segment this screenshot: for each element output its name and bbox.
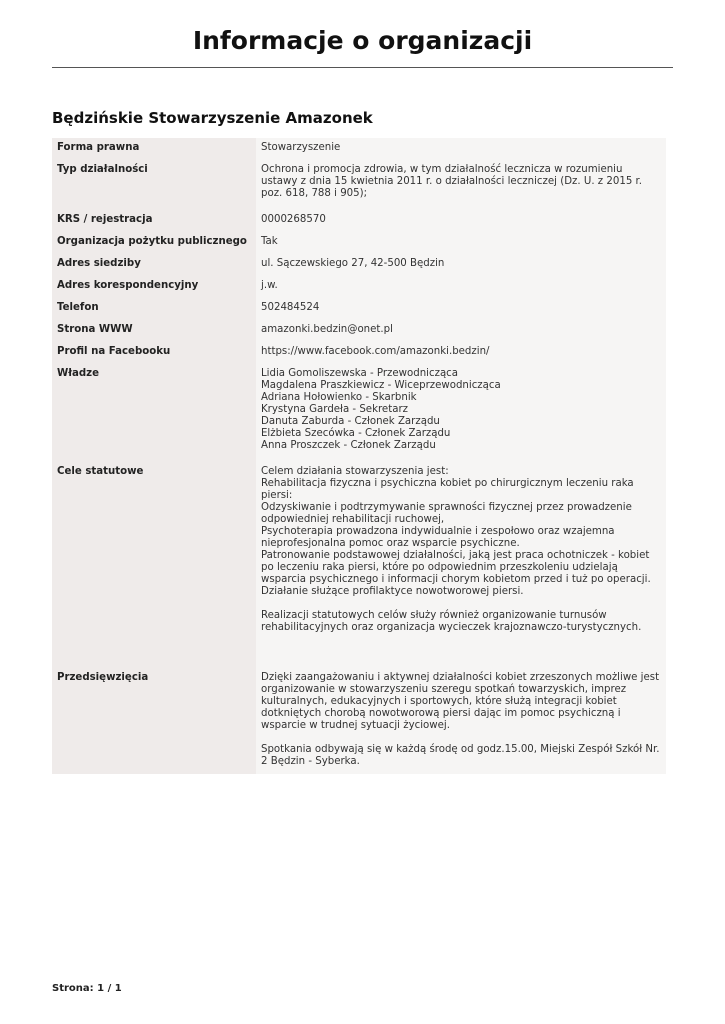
organization-info-table (52, 138, 666, 774)
row-seat-address (52, 254, 666, 276)
authority-member: Lidia Gomoliszewska - Przewodnicząca (261, 368, 459, 379)
organization-name: Będzińskie Stowarzyszenie Amazonek (52, 109, 373, 127)
statutory-goals-label: Cele statutowe (52, 462, 256, 668)
row-krs (52, 210, 666, 232)
facebook-value: https://www.facebook.com/amazonki.bedzin/ (256, 342, 666, 364)
goal-item: Psychoterapia prowadzona indywidualnie i zespołowo oraz wzajemna nieprofesjonalna pomoc oraz wsparcie psychiczne. (261, 526, 615, 549)
paragraph-gap (261, 598, 661, 610)
authority-member: Anna Proszczek - Członek Zarządu (261, 440, 436, 451)
goal-item: Działanie służące profilaktyce nowotworowej piersi. (261, 586, 524, 597)
phone-value: 502484524 (256, 298, 666, 320)
projects-paragraph: Spotkania odbywają się w każdą środę od godz.15.00, Miejski Zespół Szkół Nr. 2 Będzin - Syberka. (261, 744, 660, 767)
authority-member: Krystyna Gardeła - Sekretarz (261, 404, 408, 415)
row-projects (52, 668, 666, 774)
facebook-label: Profil na Facebooku (52, 342, 256, 364)
goal-item: Rehabilitacja fizyczna i psychiczna kobiet po chirurgicznym leczeniu raka piersi: (261, 478, 634, 501)
row-website (52, 320, 666, 342)
page-title: Informacje o organizacji (192, 26, 533, 55)
authority-member: Elżbieta Szecówka - Członek Zarządu (261, 428, 451, 439)
krs-label: KRS / rejestracja (52, 210, 256, 232)
activity-type-label: Typ działalności (52, 160, 256, 210)
authorities-label: Władze (52, 364, 256, 462)
row-opp (52, 232, 666, 254)
projects-label: Przedsięwzięcia (52, 668, 256, 774)
krs-value: 0000268570 (256, 210, 666, 232)
authority-member: Danuta Zaburda - Członek Zarządu (261, 416, 440, 427)
row-statutory-goals (52, 462, 666, 668)
goal-item: Odzyskiwanie i podtrzymywanie sprawności fizycznej przez prowadzenie odpowiedniej rehabilitacji ruchowej, (261, 502, 632, 525)
goals-closing: Realizacji statutowych celów służy również organizowanie turnusów rehabilitacyjnych oraz organizacja wycieczek krajoznawczo-turystycznych. (261, 610, 642, 633)
paragraph-gap (261, 732, 661, 744)
authorities-value (256, 364, 666, 462)
legal-form-label: Forma prawna (52, 138, 256, 160)
row-correspondence-address (52, 276, 666, 298)
row-activity-type (52, 160, 666, 210)
statutory-goals-value (256, 462, 666, 668)
row-authorities (52, 364, 666, 462)
authority-member: Adriana Hołowienko - Skarbnik (261, 392, 417, 403)
legal-form-value: Stowarzyszenie (256, 138, 666, 160)
correspondence-address-value: j.w. (256, 276, 666, 298)
opp-value: Tak (256, 232, 666, 254)
seat-address-value: ul. Sączewskiego 27, 42-500 Będzin (256, 254, 666, 276)
correspondence-address-label: Adres korespondencyjny (52, 276, 256, 298)
opp-label: Organizacja pożytku publicznego (52, 232, 256, 254)
activity-type-value: Ochrona i promocja zdrowia, w tym działalność lecznicza w rozumieniu ustawy z dnia 15 kwietnia 2011 r. o działalności leczniczej (Dz. U. z 2015 r. poz. 618, 788 i 905); (256, 160, 666, 210)
seat-address-label: Adres siedziby (52, 254, 256, 276)
goal-item: Patronowanie podstawowej działalności, jaką jest praca ochotniczek - kobiet po leczeniu raka piersi, które po odpowiednim przeszkoleniu udzielają wsparcia psychicznego i informacji chorym kobietom przed i tuż po operacji. (261, 550, 651, 585)
projects-paragraph: Dzięki zaangażowaniu i aktywnej działalności kobiet zrzeszonych możliwe jest organizowanie w stowarzyszeniu szeregu spotkań towarzyskich, imprez kulturalnych, edukacyjnych i sportowych, które służą integracji kobiet dotkniętych chorobą nowotworową piersi dając im pomoc psychiczną i wsparcie w trudnej sytuacji życiowej. (261, 672, 660, 731)
projects-value (256, 668, 666, 774)
phone-label: Telefon (52, 298, 256, 320)
title-divider (52, 67, 673, 68)
authority-member: Magdalena Praszkiewicz - Wiceprzewodnicząca (261, 380, 501, 391)
website-label: Strona WWW (52, 320, 256, 342)
page-number: Strona: 1 / 1 (52, 983, 122, 994)
row-legal-form (52, 138, 666, 160)
row-phone (52, 298, 666, 320)
goals-intro: Celem działania stowarzyszenia jest: (261, 466, 449, 477)
website-value: amazonki.bedzin@onet.pl (256, 320, 666, 342)
row-facebook (52, 342, 666, 364)
